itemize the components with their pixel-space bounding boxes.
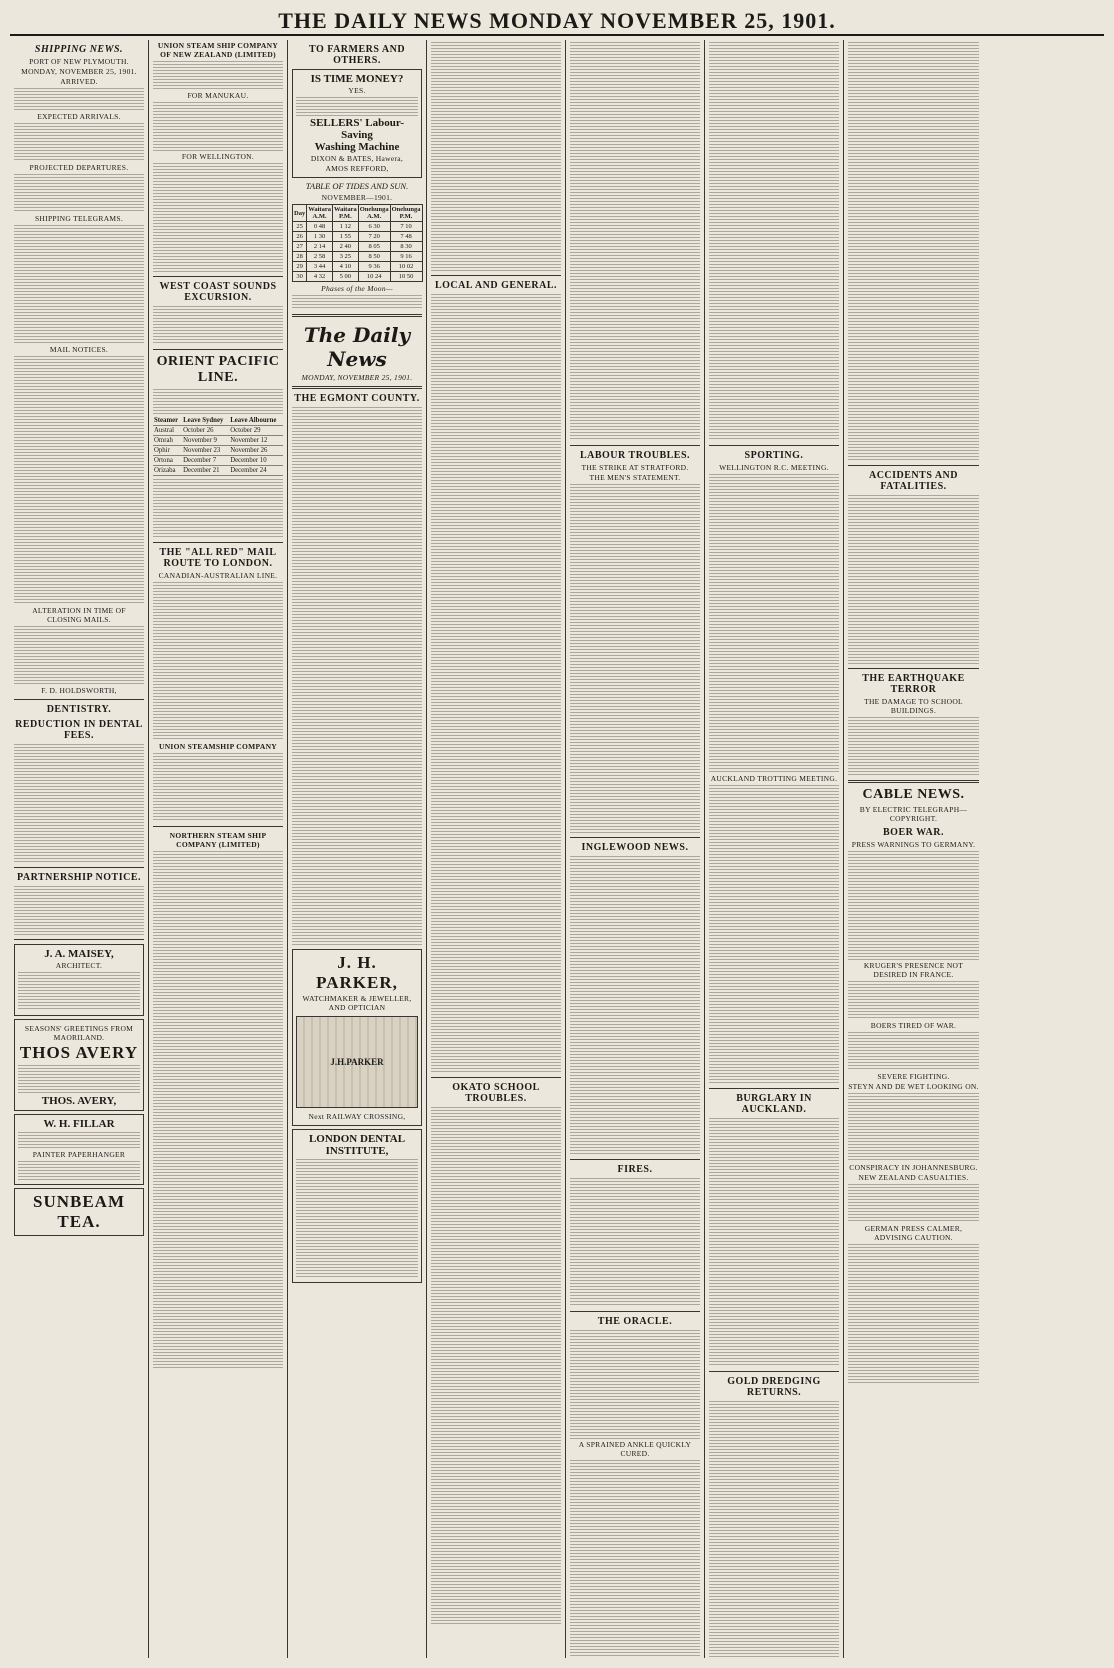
text-block xyxy=(153,388,283,414)
mails-signature: F. D. HOLDSWORTH, xyxy=(41,686,117,695)
tide-cell: 3 44 xyxy=(307,262,333,272)
tide-cell: 9 36 xyxy=(358,262,390,272)
tide-cell: 10 24 xyxy=(358,272,390,282)
masthead-title: The Daily News xyxy=(303,323,411,371)
seasons-heading: SEASONS' GREETINGS FROM MAORILAND. xyxy=(24,1024,134,1042)
tide-cell: 1 30 xyxy=(307,232,333,242)
column-2 xyxy=(149,40,288,1658)
sailing-cell: December 7 xyxy=(182,456,229,466)
tide-header: Onehunga P.M. xyxy=(391,206,421,220)
tide-cell: 2 40 xyxy=(332,242,358,252)
text-block xyxy=(14,87,144,111)
text-block xyxy=(570,855,700,1155)
tide-cell: 1 55 xyxy=(332,232,358,242)
text-block xyxy=(570,1329,700,1439)
sailing-cell: October 29 xyxy=(229,426,283,436)
avery-name: THOS AVERY xyxy=(19,1043,139,1062)
text-block xyxy=(14,173,144,213)
fillar-ad xyxy=(14,1114,144,1185)
shipping-date: MONDAY, NOVEMBER 25, 1901. xyxy=(21,67,137,76)
dentistry-heading: DENTISTRY. xyxy=(46,704,112,715)
text-block xyxy=(153,305,283,345)
alteration-heading: ALTERATION IN TIME OF CLOSING MAILS. xyxy=(32,606,126,624)
table-row xyxy=(293,272,423,282)
text-block xyxy=(709,473,839,773)
parker-title: WATCHMAKER & JEWELLER, AND OPTICIAN xyxy=(302,994,412,1012)
oracle-heading: THE ORACLE. xyxy=(597,1316,673,1327)
tide-cell: 7 10 xyxy=(390,222,422,232)
arrived-heading: ARRIVED. xyxy=(60,77,98,86)
labour-heading: LABOUR TROUBLES. xyxy=(579,450,691,461)
time-money: IS TIME MONEY? xyxy=(310,73,404,85)
kruger-heading: KRUGER'S PRESENCE NOT DESIRED IN FRANCE. xyxy=(863,961,964,979)
auckland-meeting: AUCKLAND TROTTING MEETING. xyxy=(710,774,838,783)
text-block xyxy=(153,752,283,822)
tide-cell: 4 10 xyxy=(332,262,358,272)
tide-cell: 8 50 xyxy=(358,252,390,262)
text-block xyxy=(848,716,979,776)
conspiracy-heading: CONSPIRACY IN JOHANNESBURG. xyxy=(849,1163,978,1172)
sailing-cell: October 26 xyxy=(182,426,229,436)
text-block xyxy=(848,41,979,461)
tea-name: TEA. xyxy=(57,1212,101,1231)
tide-header: Day xyxy=(293,205,307,222)
column-3 xyxy=(288,40,427,1658)
table-row xyxy=(293,262,423,272)
text-block xyxy=(570,1177,700,1307)
sailing-cell: Ortona xyxy=(153,456,182,466)
manukau-heading: FOR MANUKAU. xyxy=(187,91,249,100)
text-block xyxy=(18,1131,140,1149)
sailing-table xyxy=(153,416,283,476)
accidents-heading: ACCIDENTS AND FATALITIES. xyxy=(868,470,958,492)
port-title: PORT OF NEW PLYMOUTH. xyxy=(29,57,129,66)
text-block xyxy=(18,971,140,1011)
sailing-cell: December 10 xyxy=(229,456,283,466)
painter-line: PAINTER PAPERHANGER xyxy=(32,1150,126,1159)
fires-heading: FIRES. xyxy=(617,1164,653,1175)
tide-cell: 2 14 xyxy=(307,242,333,252)
allred-heading: THE "ALL RED" MAIL ROUTE TO LONDON. xyxy=(159,547,277,569)
table-row xyxy=(293,242,423,252)
mails-heading: MAIL NOTICES. xyxy=(49,345,109,354)
sailing-cell: November 26 xyxy=(229,446,283,456)
sailing-cell: Ophir xyxy=(153,446,182,456)
avery-ad xyxy=(14,1019,144,1111)
text-block xyxy=(848,1092,979,1162)
sailing-header: Steamer xyxy=(153,416,182,426)
table-row xyxy=(153,446,283,456)
text-block xyxy=(153,162,283,272)
tide-cell: 10 02 xyxy=(390,262,422,272)
farmers-heading: TO FARMERS AND OTHERS. xyxy=(308,44,406,66)
tide-cell: 0 48 xyxy=(307,222,333,232)
text-block xyxy=(292,294,422,310)
sailing-cell: November 12 xyxy=(229,436,283,446)
earthquake-subheading: THE DAMAGE TO SCHOOL BUILDINGS. xyxy=(864,697,963,715)
tide-cell: 8 05 xyxy=(358,242,390,252)
council-heading: THE EGMONT COUNTY. xyxy=(294,393,420,404)
burglary-heading: BURGLARY IN AUCKLAND. xyxy=(736,1093,812,1115)
text-block xyxy=(431,41,561,271)
text-block xyxy=(14,743,144,863)
warnings-heading: PRESS WARNINGS TO GERMANY. xyxy=(851,840,976,849)
table-row xyxy=(293,232,423,242)
inglewood-heading: INGLEWOOD NEWS. xyxy=(581,842,689,853)
gold-heading: GOLD DREDGING RETURNS. xyxy=(727,1376,821,1398)
table-row xyxy=(153,436,283,446)
masthead-date: MONDAY, NOVEMBER 25, 1901. xyxy=(301,373,413,382)
table-row xyxy=(153,456,283,466)
earthquake-heading: THE EARTHQUAKE TERROR xyxy=(862,673,965,695)
text-block xyxy=(153,60,283,90)
tide-cell: 7 48 xyxy=(390,232,422,242)
tides-title: TABLE OF TIDES AND SUN. xyxy=(305,181,409,191)
text-block xyxy=(570,1459,700,1658)
local-heading: LOCAL AND GENERAL. xyxy=(434,280,558,291)
expected-heading: EXPECTED ARRIVALS. xyxy=(37,112,121,121)
dental-title: LONDON DENTAL INSTITUTE, xyxy=(308,1133,406,1157)
union-heading: UNION STEAMSHIP COMPANY xyxy=(158,742,277,751)
reduction-heading: REDUCTION IN DENTAL FEES. xyxy=(15,719,143,741)
tide-cell: 29 xyxy=(293,262,307,272)
parker-name: J. H. PARKER, xyxy=(316,953,398,992)
orient-heading: ORIENT PACIFIC LINE. xyxy=(156,354,280,385)
tide-header: Waitara A.M. xyxy=(308,206,331,220)
german-heading: GERMAN PRESS CALMER, ADVISING CAUTION. xyxy=(864,1224,963,1242)
boer-heading: BOER WAR. xyxy=(883,827,944,838)
text-block xyxy=(18,1160,140,1180)
wellington-meeting: WELLINGTON R.C. MEETING. xyxy=(719,463,829,472)
sailing-cell: Austral xyxy=(153,426,182,436)
shopfront-illustration: J.H.PARKER xyxy=(296,1016,418,1108)
text-block xyxy=(848,494,979,664)
tired-heading: BOERS TIRED OF WAR. xyxy=(870,1021,957,1030)
text-block xyxy=(14,224,144,344)
text-block xyxy=(296,1158,418,1278)
sailing-cell: December 24 xyxy=(229,466,283,476)
table-row xyxy=(153,466,283,476)
columns xyxy=(10,40,1104,1658)
sailing-cell: November 9 xyxy=(182,436,229,446)
railway-line: Next RAILWAY CROSSING, xyxy=(308,1112,406,1121)
shipping-title: SHIPPING NEWS. xyxy=(34,44,124,55)
tide-cell: 26 xyxy=(293,232,307,242)
column-5 xyxy=(566,40,705,1658)
tide-cell: 30 xyxy=(293,272,307,282)
okato-heading: OKATO SCHOOL TROUBLES. xyxy=(452,1082,540,1104)
strike-heading: THE STRIKE AT STRATFORD. xyxy=(581,463,689,472)
maisey-name: J. A. MAISEY, xyxy=(44,948,114,960)
tide-cell: 8 30 xyxy=(390,242,422,252)
text-block xyxy=(296,96,418,116)
northern-heading: NORTHERN STEAM SHIP COMPANY (LIMITED) xyxy=(169,831,267,849)
sailing-cell: Omrah xyxy=(153,436,182,446)
telegrams-heading: SHIPPING TELEGRAMS. xyxy=(34,214,124,223)
tide-cell: 3 25 xyxy=(332,252,358,262)
tide-cell: 6 30 xyxy=(358,222,390,232)
agent-line: AMOS REFFORD, xyxy=(325,164,389,173)
tide-cell: 25 xyxy=(293,222,307,232)
tide-cell: 28 xyxy=(293,252,307,262)
projected-heading: PROJECTED DEPARTURES. xyxy=(29,163,129,172)
page-header: THE DAILY NEWS MONDAY NOVEMBER 25, 1901. xyxy=(10,8,1104,36)
dixon-line: DIXON & BATES, Hawera, xyxy=(310,154,404,163)
text-block xyxy=(848,1031,979,1071)
maisey-title: ARCHITECT. xyxy=(55,961,103,970)
yes-text: YES. xyxy=(348,86,366,95)
sunbeam-ad xyxy=(14,1188,144,1236)
statement-heading: THE MEN'S STATEMENT. xyxy=(589,473,681,482)
text-block xyxy=(848,980,979,1020)
tide-cell: 5 00 xyxy=(332,272,358,282)
ankle-heading: A SPRAINED ANKLE QUICKLY CURED. xyxy=(578,1440,692,1458)
text-block xyxy=(570,41,700,441)
fillar-name: W. H. FILLAR xyxy=(43,1118,115,1130)
text-block xyxy=(153,101,283,151)
tide-header: Onehunga A.M. xyxy=(359,206,389,220)
sailing-cell: December 21 xyxy=(182,466,229,476)
tide-cell: 10 50 xyxy=(390,272,422,282)
partnership-heading: PARTNERSHIP NOTICE. xyxy=(17,872,141,883)
cable-heading: CABLE NEWS. xyxy=(862,787,965,802)
column-7 xyxy=(844,40,983,1658)
severe-heading: SEVERE FIGHTING. xyxy=(877,1072,950,1081)
tide-header: Waitara P.M. xyxy=(333,206,357,220)
sellers-title: SELLERS' Labour-Saving xyxy=(309,117,405,141)
text-block xyxy=(848,1183,979,1223)
cable-subheading: BY ELECTRIC TELEGRAPH—COPYRIGHT. xyxy=(859,805,968,823)
steamer-company: UNION STEAM SHIP COMPANY OF NEW ZEALAND (LIMITED) xyxy=(157,41,279,59)
table-row xyxy=(153,426,283,436)
steyn-heading: STEYN AND DE WET LOOKING ON. xyxy=(848,1082,979,1091)
text-block xyxy=(709,784,839,1084)
sellers-ad xyxy=(292,69,422,178)
maisey-ad xyxy=(14,944,144,1016)
moon-phases: Phases of the Moon— xyxy=(321,284,393,293)
sailing-header: Leave Albourne xyxy=(229,416,283,426)
sporting-heading: SPORTING. xyxy=(744,450,804,461)
text-block xyxy=(848,850,979,960)
text-block xyxy=(14,625,144,685)
sailing-cell: Orizaba xyxy=(153,466,182,476)
text-block xyxy=(709,41,839,441)
parker-ad xyxy=(292,949,422,1126)
text-block xyxy=(570,483,700,833)
text-block xyxy=(153,850,283,1370)
tide-table xyxy=(292,204,423,282)
text-block xyxy=(709,1117,839,1367)
sailing-cell: November 23 xyxy=(182,446,229,456)
table-row xyxy=(293,252,423,262)
text-block xyxy=(292,406,422,946)
text-block xyxy=(14,122,144,162)
tide-cell: 7 20 xyxy=(358,232,390,242)
tides-month: NOVEMBER—1901. xyxy=(321,193,393,202)
tide-cell: 27 xyxy=(293,242,307,252)
canadian-heading: CANADIAN-AUSTRALIAN LINE. xyxy=(158,571,278,580)
text-block xyxy=(848,1243,979,1383)
text-block xyxy=(153,478,283,538)
column-1 xyxy=(10,40,149,1658)
column-6 xyxy=(705,40,844,1658)
column-4 xyxy=(427,40,566,1658)
washing-title: Washing Machine xyxy=(314,141,400,153)
text-block xyxy=(153,581,283,741)
sunbeam-name: SUNBEAM xyxy=(32,1192,125,1211)
casualties-heading: NEW ZEALAND CASUALTIES. xyxy=(858,1173,969,1182)
avery-name-2: THOS. AVERY, xyxy=(41,1095,117,1107)
text-block xyxy=(709,1400,839,1658)
westcoast-heading: WEST COAST SOUNDS EXCURSION. xyxy=(159,281,277,303)
tide-cell: 1 12 xyxy=(332,222,358,232)
tide-cell: 4 32 xyxy=(307,272,333,282)
dental-ad xyxy=(292,1129,422,1283)
tide-cell: 2 58 xyxy=(307,252,333,262)
text-block xyxy=(14,885,144,935)
wellington-heading: FOR WELLINGTON. xyxy=(181,152,255,161)
sailing-header: Leave Sydney xyxy=(182,416,229,426)
table-row xyxy=(293,222,423,232)
text-block xyxy=(14,355,144,605)
text-block xyxy=(431,1106,561,1626)
text-block xyxy=(18,1064,140,1094)
tide-cell: 9 16 xyxy=(390,252,422,262)
text-block xyxy=(431,293,561,1073)
